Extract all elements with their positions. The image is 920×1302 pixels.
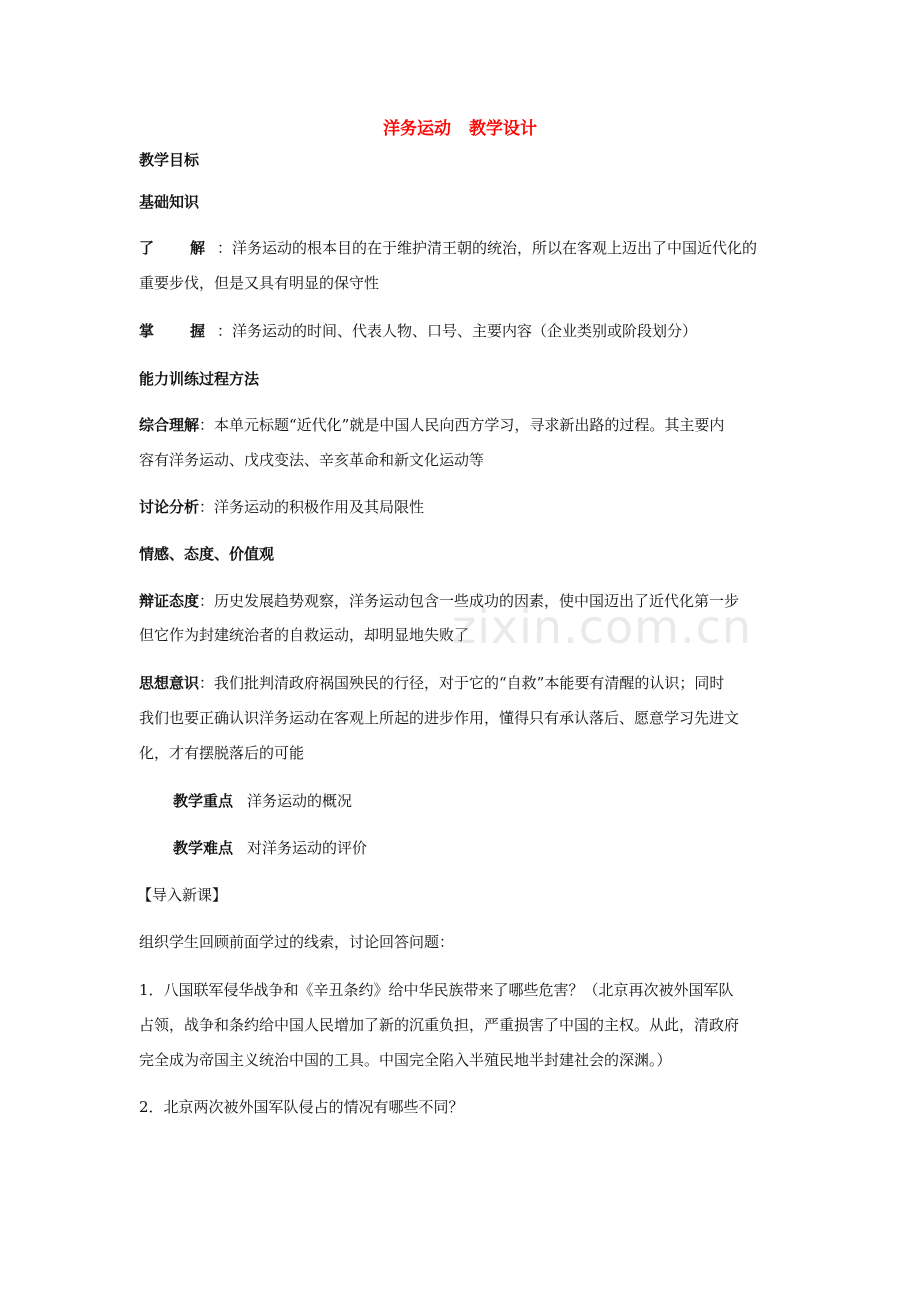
question-1-line-2: 占领，战争和条约给中国人民增加了新的沉重负担，严重损害了中国的主权。从此，清政府 [139,1016,740,1034]
dialectic-label: 辩证态度 [139,592,200,610]
thought-line-2: 我们也要正确认识洋务运动在客观上所起的进步作用，懂得只有承认落后、愿意学习先进文 [139,709,740,727]
heading-emotion: 情感、态度、价值观 [139,545,275,563]
master-label: 掌 握 [139,322,206,340]
comprehensive-label: 综合理解 [139,416,200,434]
watermark: zixin.com.cn [452,600,753,654]
page-title [0,114,920,139]
focus-label: 教学重点 [173,792,234,810]
comprehensive-line-1: 综合理解：本单元标题“近代化”就是中国人民向西方学习，寻求新出路的过程。其主要内 [139,416,725,434]
teaching-focus: 教学重点 洋务运动的概况 [173,792,353,810]
understand-line-2: 重要步伐，但是又具有明显的保守性 [139,274,380,292]
title-right: 教学设计 [469,119,537,139]
difficulty-label: 教学难点 [173,839,234,857]
heading-teaching-goals: 教学目标 [139,151,200,169]
heading-ability: 能力训练过程方法 [139,370,260,388]
understand-line-1: 了 解 ：洋务运动的根本目的在于维护清王朝的统治，所以在客观上迈出了中国近代化的 [139,239,758,257]
question-1-line-1: 1．八国联军侵华战争和《辛丑条约》给中华民族带来了哪些危害？（北京再次被外国军队 [139,981,734,999]
intro-heading: 【导入新课】 [137,886,228,904]
question-2-line-1: 2．北京两次被外国军队侵占的情况有哪些不同？ [139,1098,464,1116]
thought-label: 思想意识 [139,674,200,692]
title-left: 洋务运动 [383,119,451,139]
question-1-line-3: 完全成为帝国主义统治中国的工具。中国完全陷入半殖民地半封建社会的深渊。） [139,1051,672,1069]
understand-label: 了 解 [139,239,206,257]
heading-basic-knowledge: 基础知识 [139,193,200,211]
comprehensive-line-2: 容有洋务运动、戊戌变法、辛亥革命和新文化运动等 [139,451,485,469]
master-line-1: 掌 握 ：洋务运动的时间、代表人物、口号、主要内容（企业类别或阶段划分） [139,322,698,340]
thought-line-3: 化，才有摆脱落后的可能 [139,744,305,762]
discuss-label: 讨论分析 [139,498,200,516]
teaching-difficulty: 教学难点 对洋务运动的评价 [173,839,368,857]
discuss-line-1: 讨论分析：洋务运动的积极作用及其局限性 [139,498,425,516]
thought-line-1: 思想意识：我们批判清政府祸国殃民的行径，对于它的“自救”本能要有清醒的认识；同时 [139,674,725,692]
dialectic-line-1: 辩证态度：历史发展趋势观察，洋务运动包含一些成功的因素，使中国迈出了近代化第一步 [139,592,740,610]
intro-text: 组织学生回顾前面学过的线索，讨论回答问题： [139,933,455,951]
dialectic-line-2: 但它作为封建统治者的自救运动，却明显地失败了 [139,626,470,644]
